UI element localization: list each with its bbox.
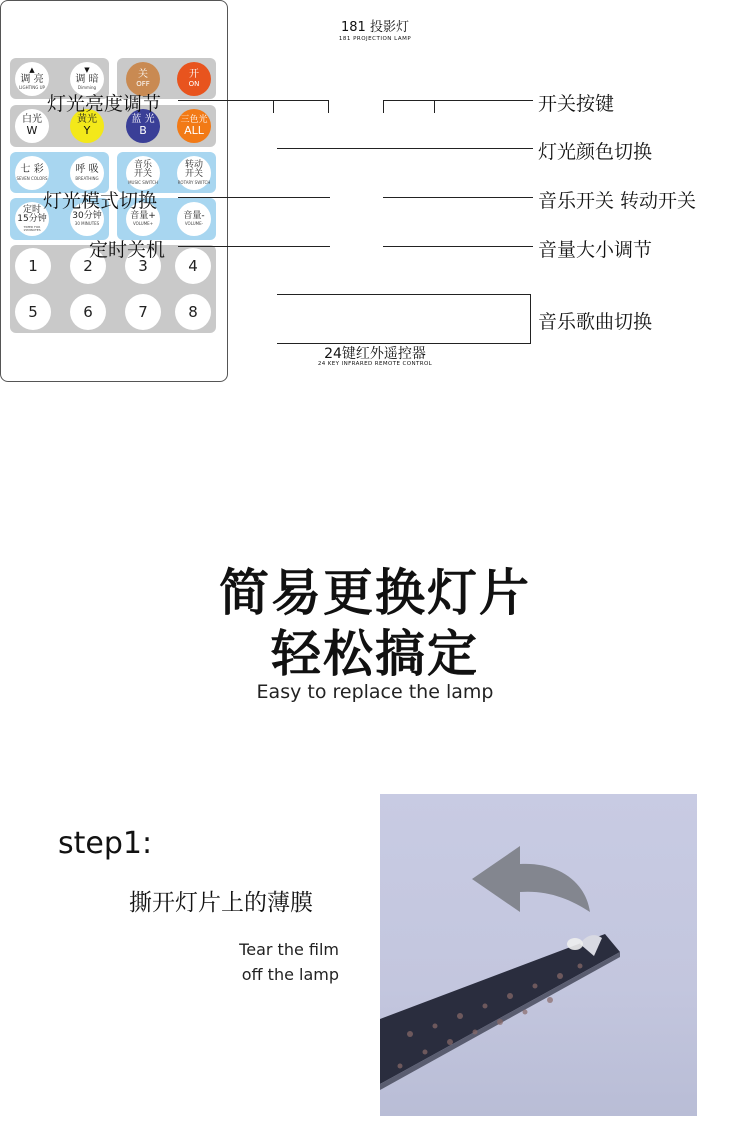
rotary-switch-label: 转动 开关 [184,159,203,180]
number-7-button[interactable]: 7 [125,294,161,330]
power-off-sub: OFF [136,79,150,88]
white-light-button[interactable] [15,109,49,143]
brightness-up-button[interactable] [15,62,49,96]
timer-15-sub: TIMED FOR 15MINUTES [23,224,41,232]
white-light-label: 白光 [22,113,42,125]
seven-colors-label: 七 彩 [20,164,44,176]
curved-arrow-icon [472,846,590,912]
breathing-label: 呼 吸 [75,164,99,176]
callout-line-songs-vertical [530,294,531,344]
power-off-label: 关 [138,69,148,81]
white-light-sub: W [26,124,38,138]
remote-title: 181 投影灯 [341,20,409,35]
remote-footer-subtitle: 24 KEY INFRARED REMOTE CONTROL [317,361,433,367]
tricolor-light-label: 三色光 [180,114,208,125]
callout-line-volume [383,246,533,247]
callout-line-timer [178,246,330,247]
callout-line-power-drop2 [434,100,435,113]
music-switch-button[interactable] [126,156,160,190]
rotary-switch-sub: ROTARY SWITCH [177,179,211,185]
volume-down-sub: VOLUME- [184,221,204,227]
breathing-sub: BREATHING [75,175,99,181]
step-label: step1: [58,826,153,861]
number-3-button[interactable]: 3 [125,248,161,284]
dimming-sub: Dimming [77,85,97,91]
dimming-label: 调 暗 [75,73,99,85]
brightness-up-sub: LIGHTING UP [19,85,45,91]
callout-music-rotate: 音乐开关 转动开关 [538,190,697,212]
blue-light-label: 蓝 光 [131,113,155,125]
number-4-button[interactable]: 4 [175,248,211,284]
callout-line-brightness-drop1 [273,100,274,113]
timer-15-label: 定时 15分钟 [17,204,47,225]
blue-light-sub: B [139,124,147,138]
tricolor-light-sub: ALL [184,123,204,137]
power-on-button[interactable] [177,62,211,96]
number-6-button[interactable]: 6 [70,294,106,330]
callout-line-brightness-drop2 [328,100,329,113]
callout-line-songs-bottom [277,343,531,344]
peel-film-illustration [380,794,697,1116]
callout-volume: 音量大小调节 [538,239,653,261]
brightness-up-label: 调 亮 [20,73,44,85]
callout-line-power-drop1 [383,100,384,113]
callout-power: 开关按键 [538,93,615,115]
seven-colors-sub: SEVEN COLORS [16,175,48,181]
callout-mode: 灯光模式切换 [43,190,158,212]
section-subheading: Easy to replace the lamp [256,681,494,703]
callout-line-mode [178,197,330,198]
volume-down-label: 音量- [183,210,205,221]
music-switch-sub: MUSIC SWITCH [128,179,158,185]
step-title: 撕开灯片上的薄膜 [129,890,313,916]
lamp-strip [380,934,620,1084]
number-8-button[interactable]: 8 [175,294,211,330]
callout-brightness: 灯光亮度调节 [47,93,162,115]
volume-up-label: 音量+ [130,210,156,221]
timer-30-label: 30分钟 [72,210,102,221]
fingertip [567,938,583,950]
callout-timer: 定时关机 [89,239,166,261]
step-desc-line1: Tear the film [239,940,339,959]
arrow-up-icon: ▲ [29,66,35,75]
tricolor-light-button[interactable] [177,109,211,143]
callout-line-songs-top [277,294,531,295]
timer-30-sub: 30 MINUTES [74,221,100,227]
yellow-light-label: 黄光 [77,113,97,125]
callout-line-color [277,148,533,149]
music-switch-label: 音乐 开关 [133,159,152,180]
arrow-down-icon: ▼ [84,66,90,75]
remote-subtitle: 181 PROJECTION LAMP [338,36,412,42]
remote-footer-title: 24键红外遥控器 [324,346,426,362]
breathing-button[interactable] [70,156,104,190]
number-5-button[interactable]: 5 [15,294,51,330]
volume-down-button[interactable] [177,202,211,236]
power-on-sub: ON [188,79,200,88]
yellow-light-sub: Y [83,124,91,138]
volume-up-sub: VOLUME+ [132,221,154,227]
power-on-label: 开 [189,69,199,81]
callout-line-power [383,100,533,101]
callout-color-switch: 灯光颜色切换 [538,141,653,163]
section-heading-line2: 轻松搞定 [271,625,479,683]
number-1-button[interactable]: 1 [15,248,51,284]
step-desc-line2: off the lamp [241,965,339,984]
callout-line-music [383,197,533,198]
callout-line-brightness [178,100,329,101]
seven-colors-button[interactable] [15,156,49,190]
rotary-switch-button[interactable] [177,156,211,190]
callout-song: 音乐歌曲切换 [538,311,653,333]
step-photo [380,794,697,1116]
section-heading-line1: 简易更换灯片 [219,564,531,622]
number-2-button[interactable]: 2 [70,248,106,284]
